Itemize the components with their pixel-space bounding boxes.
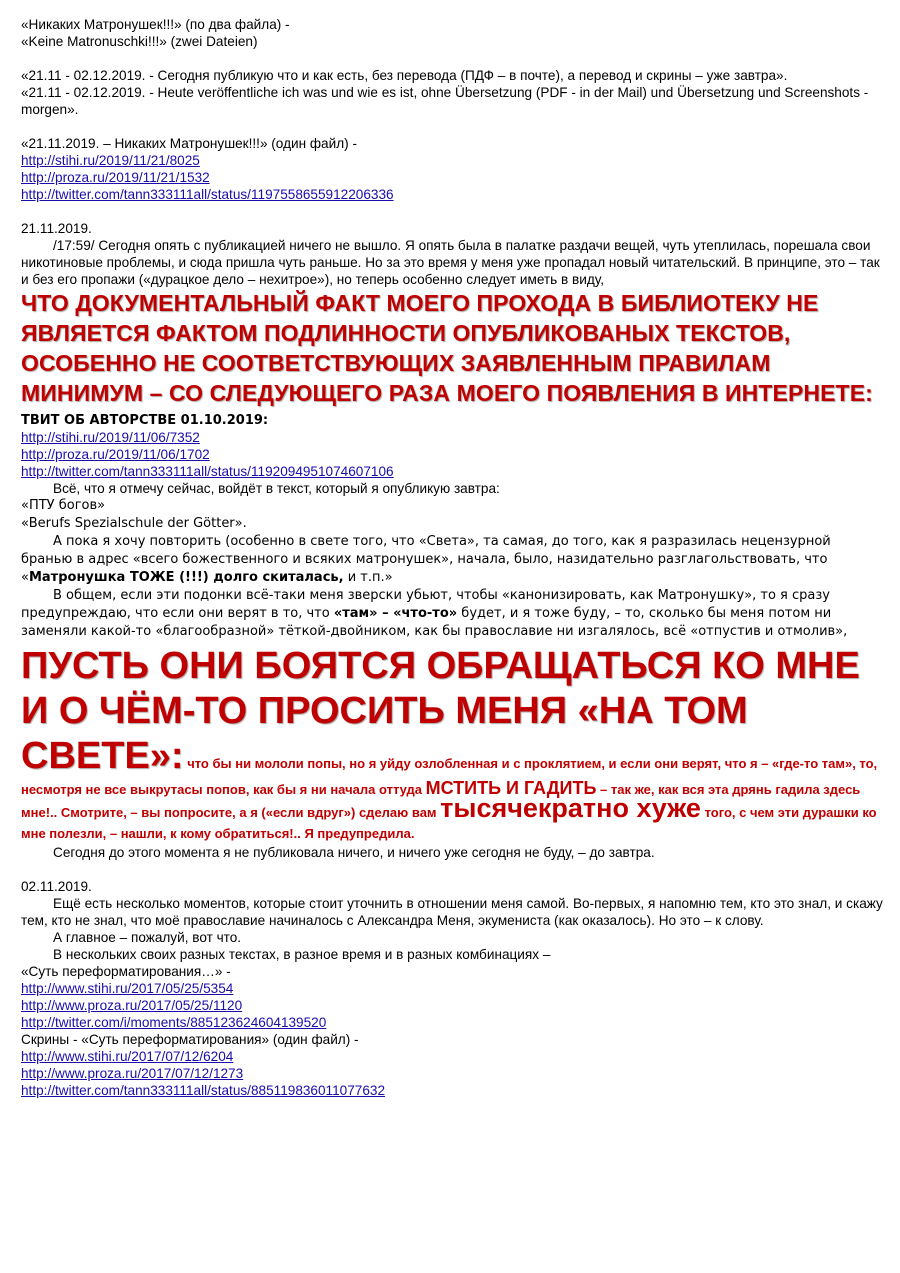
intro-ru: «21.11 - 02.12.2019. - Сегодня публикую что и как есть, без перевода (ПДФ – в почте), а перевод и скрины – уже завтра».	[21, 68, 788, 83]
link-twitter-3[interactable]: http://twitter.com/i/moments/885123624604139520	[21, 1015, 327, 1030]
tweet-p1-bold: Матронушка ТОЖЕ (!!!) долго скиталась,	[28, 570, 344, 585]
entry1-text: /17:59/ Сегодня опять с публикацией ничего не вышло. Я опять была в палатке раздачи вещей, чуть утеплилась, порешала свои никотиновые проблемы, и сюда пришла чуть раньше. Но за это время у меня уже пропадал новый читательский. В принципе, это – так и без его пропажи («дурацкое дело – нехитрое»), но теперь особенно следует иметь в виду,	[21, 238, 880, 287]
entry2-t2: Скрины - «Суть переформатирования» (один файл) -	[21, 1032, 359, 1047]
quote-ptu: «ПТУ богов»	[21, 498, 106, 513]
tweet-p2-text: В общем, если эти подонки всё-таки меня зверски убьют, чтобы «канонизировать, как Матронушку», то я сразу предупреждаю, что если они верят в то, что	[21, 588, 830, 621]
entry2-date: 02.11.2019.	[21, 879, 92, 894]
tweet-p1-text: А пока я хочу повторить (особенно в свете того, что «Света», та самая, до того, как я разразилась нецензурной бранью в адрес «всего божественного и всяких матронушек», начала, было, назидательно разглагольствовать, что «	[21, 534, 831, 585]
link-stihi-2[interactable]: http://stihi.ru/2019/11/06/7352	[21, 430, 200, 445]
entry2-p3: В нескольких своих разных текстах, в разное время и в разных комбинациях –	[53, 947, 551, 962]
title-de: «Keine Matronuschki!!!» (zwei Dateien)	[21, 34, 258, 49]
entry1-heading: ЧТО ДОКУМЕНТАЛЬНЫЙ ФАКТ МОЕГО ПРОХОДА В БИБЛИОТЕКУ НЕ ЯВЛЯЕТСЯ ФАКТОМ ПОДЛИННОСТИ ОПУБЛИКОВАНЫХ ТЕКСТОВ, ОСОБЕННО НЕ СООТВЕТСТВУЮЩИХ ЗАЯВЛЕННЫМ ПРАВИЛАМ МИНИМУМ – СО СЛЕДУЮЩЕГО РАЗА МОЕГО ПОЯВЛЕНИЯ В ИНТЕРНЕТЕ:	[21, 290, 873, 406]
link-stihi-3[interactable]: http://www.stihi.ru/2017/05/25/5354	[21, 981, 234, 996]
warning-s3: того, с чем эти дурашки ко мне полезли, – нашли, к кому обратиться!.. Я предупредила.	[21, 805, 877, 841]
quote-berufs: «Berufs Spezialschule der Götter».	[21, 516, 247, 531]
tweet-p2-bold: «там» – «что-то»	[333, 606, 458, 621]
link-twitter-2[interactable]: http://twitter.com/tann333111all/status/1192094951074607106	[21, 464, 394, 479]
warning-mid: МСТИТЬ И ГАДИТЬ	[425, 778, 597, 798]
link-stihi-1[interactable]: http://stihi.ru/2019/11/21/8025	[21, 153, 200, 168]
document-page	[21, 16, 883, 1099]
warning-block	[21, 644, 883, 844]
link-proza-4[interactable]: http://www.proza.ru/2017/07/12/1273	[21, 1066, 244, 1081]
warning-x: тысячекратно хуже	[440, 793, 701, 823]
tweet-p2-end: будет, и я тоже буду, – то, сколько бы меня потом ни заменяли какой-то «благообразной» тёткой-двойником, как бы православие ни изгалялось, всё «отпустив и отмолив»,	[21, 606, 848, 639]
block1-title: «21.11.2019. – Никаких Матронушек!!!» (один файл) -	[21, 136, 357, 151]
intro-de: «21.11 - 02.12.2019. - Heute veröffentliche ich was und wie es ist, ohne Übersetzung (PDF - in der Mail) und Übersetzung und Screenshots - morgen».	[21, 85, 869, 117]
title-ru: «Никаких Матронушек!!!» (по два файла) -	[21, 17, 290, 32]
link-twitter-4[interactable]: http://twitter.com/tann333111all/status/885119836011077632	[21, 1083, 386, 1098]
warning-s1: что бы ни мололи попы, но я уйду озлобленная и с проклятием, и если они верят, что я – «где-то там», то, несмотря не все выкрутасы попов, как бы я ни начала оттуда	[21, 756, 878, 797]
entry2-p1: Ещё есть несколько моментов, которые стоит уточнить в отношении меня самой. Во-первых, я напомню тем, кто это знал, и скажу тем, кто не знал, что моё православие начиналось с Александра Меня, экумениста (как оказалось). Но это – к слову.	[21, 896, 883, 928]
tweet-after: Всё, что я отмечу сейчас, войдёт в текст, который я опубликую завтра:	[53, 481, 500, 496]
tweet-paragraph-1	[21, 533, 883, 587]
tweet-paragraph-2	[21, 587, 883, 641]
tweet-title: ТВИТ ОБ АВТОРСТВЕ 01.10.2019:	[21, 413, 269, 428]
warning-after: Сегодня до этого момента я не публиковала ничего, и ничего уже сегодня не буду, – до завтра.	[53, 845, 655, 860]
entry2-t1: «Суть переформатирования…» -	[21, 964, 231, 979]
entry2-p2: А главное – пожалуй, вот что.	[53, 930, 242, 945]
warning-big: ПУСТЬ ОНИ БОЯТСЯ ОБРАЩАТЬСЯ КО МНЕ И О ЧЁМ-ТО ПРОСИТЬ МЕНЯ «НА ТОМ СВЕТЕ»:	[21, 645, 860, 777]
link-proza-1[interactable]: http://proza.ru/2019/11/21/1532	[21, 170, 210, 185]
link-proza-2[interactable]: http://proza.ru/2019/11/06/1702	[21, 447, 210, 462]
entry1-date: 21.11.2019.	[21, 221, 92, 236]
warning-s2: – так же, как вся эта дрянь гадила здесь мне!.. Смотрите, – вы попросите, а я («если вдруг») сделаю вам	[21, 782, 861, 820]
link-twitter-1[interactable]: http://twitter.com/tann333111all/status/1197558655912206336	[21, 187, 394, 202]
tweet-p1-end: и т.п.»	[343, 570, 393, 585]
link-stihi-4[interactable]: http://www.stihi.ru/2017/07/12/6204	[21, 1049, 234, 1064]
link-proza-3[interactable]: http://www.proza.ru/2017/05/25/1120	[21, 998, 243, 1013]
